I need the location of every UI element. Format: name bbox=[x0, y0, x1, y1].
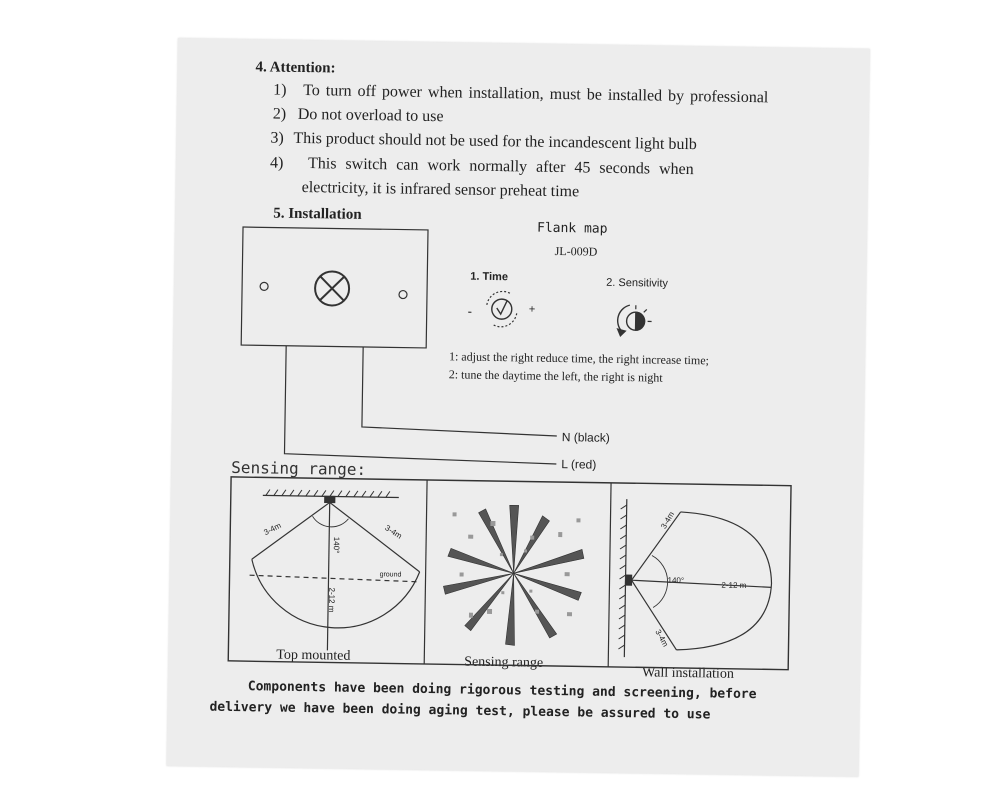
switch-box bbox=[241, 227, 428, 348]
sensing-range-caption: Sensing range bbox=[464, 654, 544, 671]
attention-item-2: Do not overload to use bbox=[297, 105, 444, 126]
time-minus-sign: - bbox=[467, 303, 473, 319]
top-angle: 140° bbox=[331, 536, 341, 554]
attention-item-3-num: 3) bbox=[270, 129, 284, 147]
time-plus-sign: + bbox=[528, 303, 536, 316]
lamp-icon bbox=[315, 271, 350, 306]
line-art bbox=[167, 38, 870, 777]
ground-label: ground bbox=[379, 571, 402, 579]
footer-line-1: Components have been doing rigorous testing and screening, before bbox=[247, 679, 757, 703]
attention-item-2-num: 2) bbox=[272, 105, 287, 123]
wire-l bbox=[284, 346, 558, 464]
divider-2 bbox=[608, 483, 611, 667]
adjust-note-1: 1: adjust the right reduce time, the right increase time; bbox=[448, 349, 710, 368]
wire-n bbox=[362, 347, 558, 436]
wall-top-distance: 3-4m bbox=[659, 510, 677, 531]
attention-item-4-num: 4) bbox=[269, 154, 284, 172]
attention-heading: 4. Attention: bbox=[255, 59, 336, 77]
attention-item-3: This product should not be used for the incandescent light bulb bbox=[293, 129, 698, 154]
adjust-note-2: 2: tune the daytime the left, the right is night bbox=[448, 367, 663, 385]
mount-hole-left bbox=[260, 282, 268, 290]
instruction-sheet bbox=[167, 38, 870, 777]
time-knob-icon bbox=[487, 291, 518, 327]
wall-range: 2-12 m bbox=[721, 580, 747, 590]
model-number: JL-009D bbox=[554, 243, 598, 259]
sensitivity-knob-icon bbox=[617, 305, 651, 337]
wall-installation-diagram bbox=[618, 499, 772, 659]
sensing-starburst bbox=[443, 504, 585, 646]
sensing-range-heading: Sensing range: bbox=[231, 457, 367, 480]
sensitivity-label: 2. Sensitivity bbox=[606, 276, 669, 290]
installation-heading: 5. Installation bbox=[273, 205, 362, 223]
top-depth: 2-12 m bbox=[326, 587, 337, 613]
time-label: 1. Time bbox=[470, 270, 509, 284]
attention-item-4-continued: electricity, it is infrared sensor preheat time bbox=[301, 178, 580, 201]
wire-n-label: N (black) bbox=[561, 430, 610, 445]
top-mounted-diagram bbox=[248, 489, 420, 652]
attention-item-1-num: 1) bbox=[273, 81, 287, 99]
attention-item-4: This switch can work normally after 45 seconds when bbox=[307, 155, 694, 179]
wall-installation-caption: Wall installation bbox=[641, 665, 735, 682]
top-right-distance: 3-4m bbox=[383, 523, 404, 541]
attention-item-1: To turn off power when installation, must be installed by professional bbox=[303, 81, 769, 107]
wall-angle: 140° bbox=[667, 575, 685, 586]
top-mounted-caption: Top mounted bbox=[276, 647, 351, 664]
wire-l-label: L (red) bbox=[561, 457, 597, 472]
footer-line-2: delivery we have been doing aging test, please be assured to use bbox=[209, 699, 711, 723]
flank-map-title: Flank map bbox=[536, 220, 608, 237]
wall-bottom-distance: 3-4m bbox=[653, 628, 671, 649]
top-left-distance: 3-4m bbox=[262, 520, 283, 538]
mount-hole-right bbox=[399, 291, 407, 299]
divider-1 bbox=[424, 480, 427, 664]
